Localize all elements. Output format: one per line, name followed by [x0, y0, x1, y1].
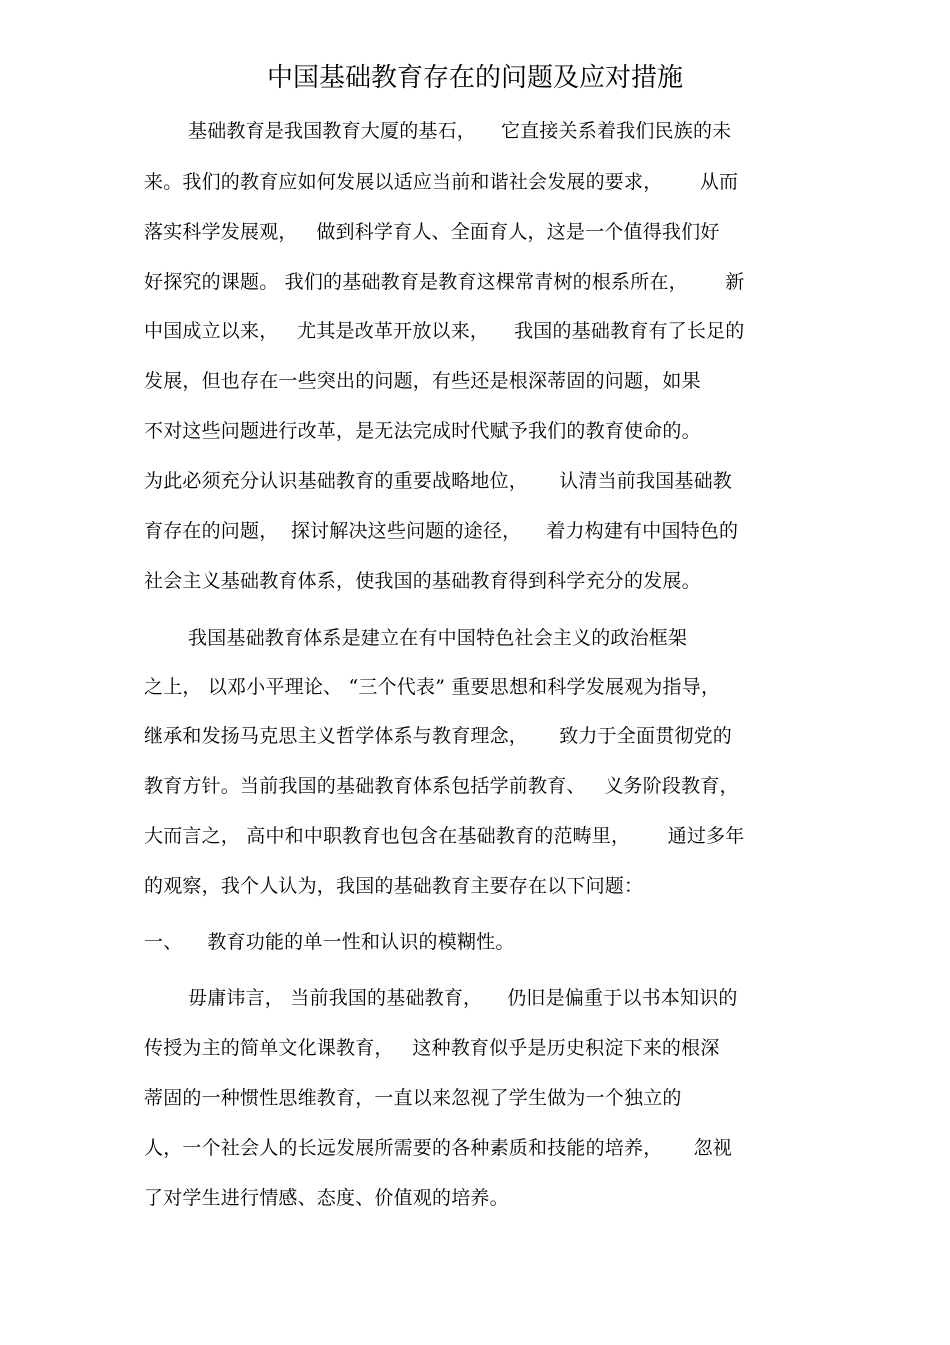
text-line: 育存在的问题， 探讨解决这些问题的途径， 着力构建有中国特色的 [144, 520, 739, 542]
text-line: 基础教育是我国教育大厦的基石， 它直接关系着我们民族的未 [188, 120, 732, 142]
text-line: 传授为主的简单文化课教育， 这种教育似乎是历史积淀下来的根深 [144, 1037, 720, 1059]
text-line: 社会主义基础教育体系，使我国的基础教育得到科学充分的发展。 [144, 570, 701, 592]
text-line: 为此必须充分认识基础教育的重要战略地位， 认清当前我国基础教 [144, 470, 732, 492]
text-line: 来。我们的教育应如何发展以适应当前和谐社会发展的要求， 从而 [144, 171, 739, 193]
section-heading: 一、 教育功能的单一性和认识的模糊性。 [144, 931, 515, 953]
text-line: 蒂固的一种惯性思维教育，一直以来忽视了学生做为一个独立的 [144, 1087, 682, 1109]
text-line: 继承和发扬马克思主义哲学体系与教育理念， 致力于全面贯彻党的 [144, 725, 732, 747]
text-line: 我国基础教育体系是建立在有中国特色社会主义的政治框架 [188, 627, 688, 649]
text-line: 不对这些问题进行改革，是无法完成时代赋予我们的教育使命的。 [144, 420, 701, 442]
text-line: 好探究的课题。 我们的基础教育是教育这棵常青树的根系所在， 新 [144, 271, 745, 293]
text-line: 毋庸讳言， 当前我国的基础教育， 仍旧是偏重于以书本知识的 [188, 987, 738, 1009]
text-line: 大而言之， 高中和中职教育也包含在基础教育的范畴里， 通过多年 [144, 825, 745, 847]
document-title: 中国基础教育存在的问题及应对措施 [266, 63, 683, 93]
text-line: 落实科学发展观， 做到科学育人、全面育人，这是一个值得我们好 [144, 221, 720, 243]
text-line: 教育方针。当前我国的基础教育体系包括学前教育、 义务阶段教育， [144, 775, 739, 797]
text-line: 中国成立以来， 尤其是改革开放以来， 我国的基础教育有了长足的 [144, 320, 745, 342]
text-line: 人，一个社会人的长远发展所需要的各种素质和技能的培养， 忽视 [144, 1137, 732, 1159]
text-line: 的观察，我个人认为，我国的基础教育主要存在以下问题： [144, 875, 644, 897]
text-line: 发展，但也存在一些突出的问题，有些还是根深蒂固的问题，如果 [144, 370, 701, 392]
text-line: 之上， 以邓小平理论、 “三个代表” 重要思想和科学发展观为指导， [144, 676, 721, 698]
text-line: 了对学生进行情感、态度、价值观的培养。 [144, 1187, 509, 1209]
